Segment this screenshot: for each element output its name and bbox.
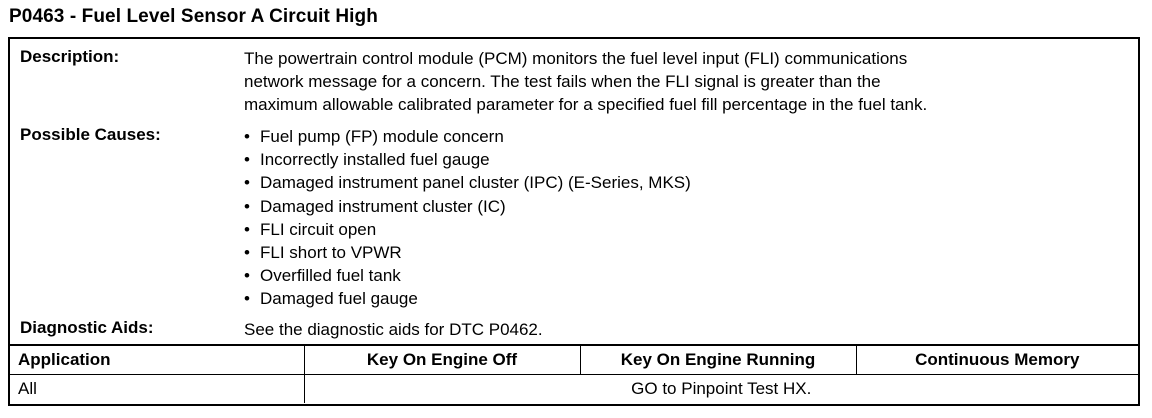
description-text: [244, 47, 927, 116]
cause-text: Damaged instrument cluster (IC): [260, 196, 506, 216]
cause-item: [244, 218, 691, 241]
description-line: network message for a concern. The test fails when the FLI signal is greater than the: [244, 72, 881, 91]
possible-causes-label: Possible Causes:: [20, 125, 161, 144]
cause-text: FLI short to VPWR: [260, 243, 402, 263]
cause-item: [244, 125, 691, 148]
description-line: maximum allowable calibrated parameter for a specified fuel fill percentage in the fuel tank.: [244, 95, 928, 114]
bullet-icon: •: [244, 127, 250, 146]
cause-text: Damaged fuel gauge: [260, 289, 418, 309]
cause-text: Damaged instrument panel cluster (IPC) (E-Series, MKS): [260, 173, 691, 193]
cause-item: [244, 287, 691, 310]
description-label: Description:: [20, 47, 120, 66]
diagnostic-aids-text: See the diagnostic aids for DTC P0462.: [244, 320, 543, 339]
cause-item: [244, 264, 691, 287]
pinpoint-test-link[interactable]: GO to Pinpoint Test HX.: [304, 374, 1138, 403]
cause-item: [244, 241, 691, 264]
cause-text: Fuel pump (FP) module concern: [260, 127, 504, 146]
column-header-application: Application: [10, 345, 304, 374]
bullet-icon: •: [244, 196, 250, 216]
table-header-row: [10, 345, 1138, 374]
column-header-koer: Key On Engine Running: [580, 345, 856, 374]
cause-item: [244, 195, 691, 218]
cause-item: [244, 148, 691, 171]
bullet-icon: •: [244, 173, 250, 193]
cause-text: Overfilled fuel tank: [260, 266, 401, 286]
bullet-icon: •: [244, 289, 250, 309]
bullet-icon: •: [244, 266, 250, 286]
application-cell: All: [10, 374, 304, 403]
table-row: [10, 374, 1138, 403]
possible-causes-list: [244, 125, 691, 311]
bullet-icon: •: [244, 150, 250, 170]
column-header-continuous-memory: Continuous Memory: [856, 345, 1138, 374]
bullet-icon: •: [244, 219, 250, 239]
diagnostic-aids-label: Diagnostic Aids:: [20, 318, 154, 337]
test-procedure-table: [10, 344, 1138, 403]
bullet-icon: •: [244, 243, 250, 263]
column-header-koeo: Key On Engine Off: [304, 345, 580, 374]
dtc-info-box: [8, 37, 1140, 406]
cause-text: FLI circuit open: [260, 219, 377, 239]
description-line: The powertrain control module (PCM) monitors the fuel level input (FLI) communications: [244, 49, 908, 68]
cause-item: [244, 171, 691, 194]
cause-text: Incorrectly installed fuel gauge: [260, 150, 490, 170]
page-title: P0463 - Fuel Level Sensor A Circuit High: [9, 6, 378, 27]
